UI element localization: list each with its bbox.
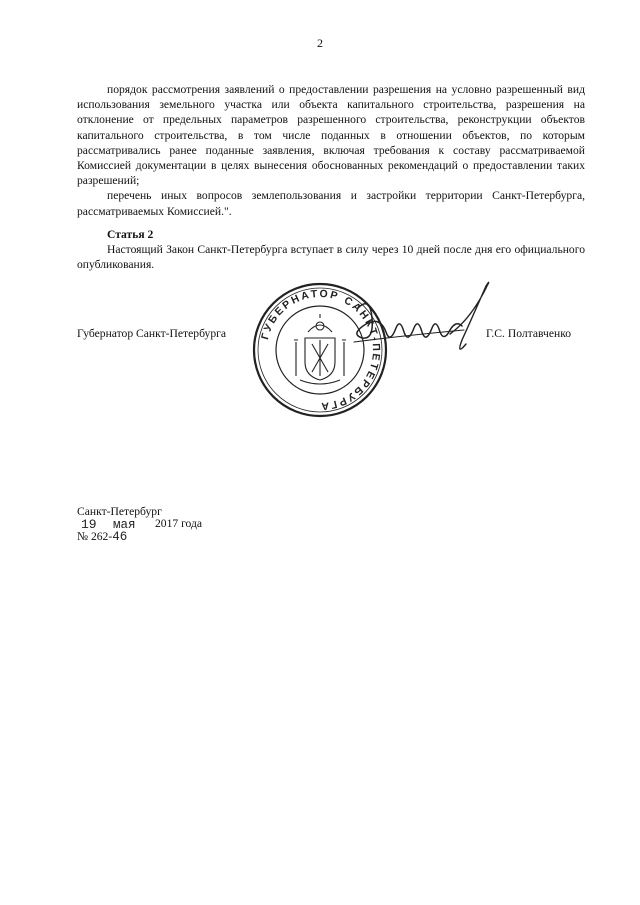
article-2-text: Настоящий Закон Санкт-Петербурга вступает в силу через 10 дней после дня его официального опубликования.: [77, 243, 585, 272]
signatory-name: Г.С. Полтавченко: [486, 327, 572, 340]
page-number: 2: [317, 36, 323, 50]
law-number-suffix: 46: [112, 530, 128, 544]
date-day: 19: [81, 517, 97, 532]
svg-text:ГУБЕРНАТОР САНКТ-ПЕТЕРБУРГА: ГУБЕРНАТОР САНКТ-ПЕТЕРБУРГА: [259, 287, 383, 413]
article-2-heading: Статья 2: [107, 228, 154, 241]
place-of-signing: Санкт-Петербург: [77, 505, 162, 518]
paragraph-procedure: порядок рассмотрения заявлений о предоставлении разрешения на условно разрешенный вид использования земельного участка или объекта капитального строительства, разрешения на отклонение от предельных параметров разрешенного строительства, реконструкции объектов капитального строительства, в том числе поданных в отношении объектов, по которым рассматривались ранее поданные заявления, включая требования к составу рассматриваемой Комиссией документации в целях вынесения обоснованных рекомендаций о предоставлении таких разрешений;: [77, 83, 585, 188]
law-number: [77, 530, 127, 544]
signatory-title: Губернатор Санкт-Петербурга: [77, 327, 227, 340]
law-number-prefix: № 262-: [77, 530, 113, 543]
coat-of-arms-icon: [294, 314, 346, 384]
date-year: 2017 года: [155, 517, 203, 530]
handwritten-signature: [340, 278, 500, 388]
body-text: [77, 82, 585, 219]
date-month: мая: [113, 518, 136, 532]
paragraph-other-issues: перечень иных вопросов землепользования и застройки территории Санкт-Петербурга, рассматриваемых Комиссией.".: [77, 189, 585, 218]
